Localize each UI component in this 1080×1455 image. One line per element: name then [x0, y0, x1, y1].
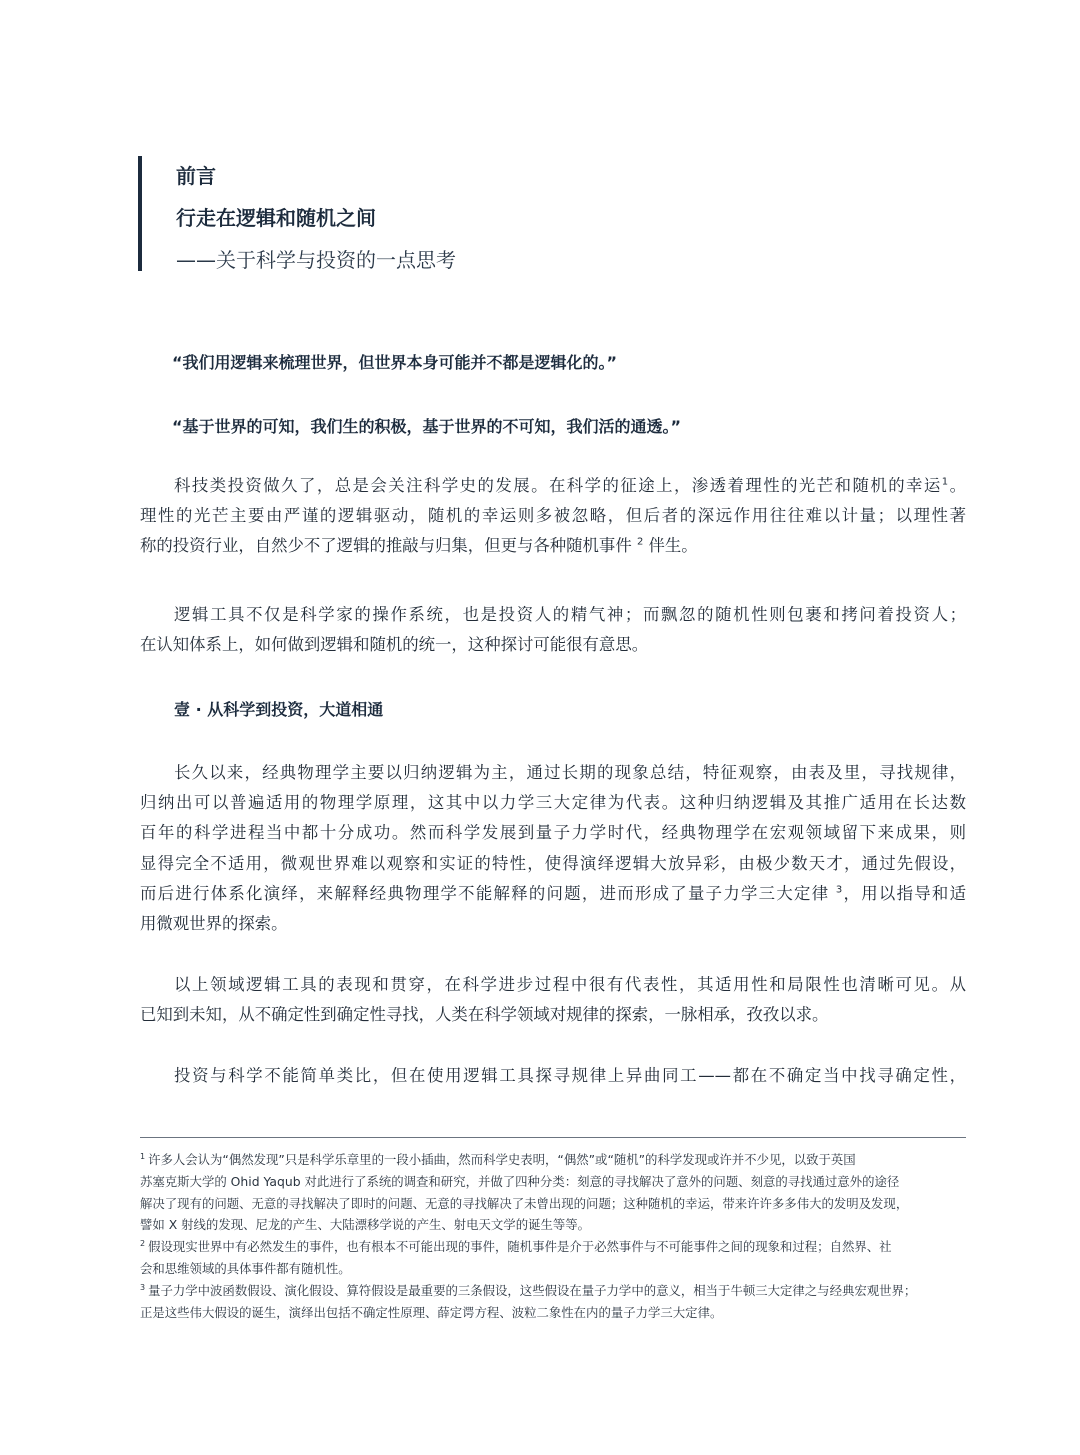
paragraph-line: 理性的光芒主要由严谨的逻辑驱动，随机的幸运则多被忽略，但后者的深远作用往往难以计量；以理性著 [140, 506, 966, 526]
paragraph-3 [140, 758, 966, 939]
paragraph-5 [140, 1061, 966, 1091]
paragraph-line: 而后进行体系化演绎，来解释经典物理学不能解释的问题，进而形成了量子力学三大定律 $^3$，用以指导和适 [140, 883, 967, 903]
title-block [138, 156, 842, 271]
paragraph-line: 以上领域逻辑工具的表现和贯穿，在科学进步过程中很有代表性，其适用性和局限性也清晰可见。从 [174, 975, 966, 994]
paragraph-line: 归纳出可以普遍适用的物理学原理，这其中以力学三大定律为代表。这种归纳逻辑及其推广适用在长达数 [140, 793, 966, 813]
paragraph-line: 已知到未知，从不确定性到确定性寻找，人类在科学领域对规律的探索，一脉相承，孜孜以求。 [140, 1005, 829, 1025]
footnote-line: 会和思维领域的具体事件都有随机性。 [140, 1260, 351, 1276]
paragraph-line: 投资与科学不能简单类比，但在使用逻辑工具探寻规律上异曲同工——都在不确定当中找寻确定性， [174, 1066, 966, 1085]
footnote-mark: 3 [140, 1282, 146, 1292]
paragraph-4 [140, 970, 966, 1030]
footnote-mark: 2 [140, 1239, 146, 1249]
footnote-3: $^3$ 量子力学中波函数假设、演化假设、算符假设是最重要的三条假设，这些假设在量子力学中的意义，相当于牛顿三大定律之与经典宏观世界； [140, 1282, 917, 1298]
section-heading: 壹 · 从科学到投资，大道相通 [174, 700, 384, 719]
paragraph-line: 在认知体系上，如何做到逻辑和随机的统一，这种探讨可能很有意思。 [140, 635, 649, 655]
footnote-mark: 1 [140, 1151, 146, 1161]
footnotes [140, 1149, 966, 1323]
footnote-ref-2[interactable]: 2 [636, 536, 644, 548]
paragraph-line: 称的投资行业，自然少不了逻辑的推敲与归集，但更与各种随机事件 $^2$ 伴生。 [140, 536, 698, 556]
paragraph-line: 长久以来，经典物理学主要以归纳逻辑为主，通过长期的现象总结，特征观察，由表及里，寻找规律， [174, 763, 966, 782]
page-subtitle: ——关于科学与投资的一点思考 [176, 248, 456, 272]
quote-2: “基于世界的可知，我们生的积极，基于世界的不可知，我们活的通透。” [172, 417, 682, 436]
footnote-ref-1[interactable]: 1 [941, 476, 949, 488]
page-title: 行走在逻辑和随机之间 [176, 206, 376, 230]
footnote-2: $^2$ 假设现实世界中有必然发生的事件，也有根本不可能出现的事件，随机事件是介于必然事件与不可能事件之间的现象和过程；自然界、社 [140, 1239, 892, 1255]
paragraph-line: 百年的科学进程当中都十分成功。然而科学发展到量子力学时代，经典物理学在宏观领域留下来成果，则 [140, 823, 966, 843]
footnote-divider [140, 1137, 966, 1138]
footnote-line: 正是这些伟大假设的诞生，演绎出包括不确定性原理、薛定谔方程、波粒二象性在内的量子力学三大定律。 [140, 1304, 723, 1320]
footnote-ref-3[interactable]: 3 [835, 884, 843, 896]
quote-1: “我们用逻辑来梳理世界，但世界本身可能并不都是逻辑化的。” [172, 353, 618, 372]
paragraph-line: 用微观世界的探索。 [140, 914, 288, 934]
footnote-line: 解决了现有的问题、无意的寻找解决了即时的问题、无意的寻找解决了未曾出现的问题；这种随机的幸运，带来许许多多伟大的发明及发现， [140, 1195, 909, 1211]
footnote-1: $^1$ 许多人会认为“偶然发现”只是科学乐章里的一段小插曲，然而科学史表明，“偶然”或“随机”的科学发现或许并不少见，以致于英国 [140, 1151, 856, 1167]
footnote-line: 譬如 X 射线的发现、尼龙的产生、大陆漂移学说的产生、射电天文学的诞生等等。 [140, 1217, 591, 1233]
footnote-line: 苏塞克斯大学的 Ohid Yaqub 对此进行了系统的调查和研究，并做了四种分类：刻意的寻找解决了意外的问题、刻意的寻找通过意外的途径 [140, 1173, 900, 1189]
paragraph-2 [140, 600, 966, 660]
paragraph-1 [140, 471, 966, 562]
paragraph-line: 显得完全不适用，微观世界难以观察和实证的特性，使得演绎逻辑大放异彩，由极少数天才，通过先假设， [140, 853, 966, 873]
paragraph-line: 科技类投资做久了，总是会关注科学史的发展。在科学的征途上，渗透着理性的光芒和随机的幸运$^1$。 [174, 476, 967, 495]
paragraph-line: 逻辑工具不仅是科学家的操作系统，也是投资人的精气神；而飘忽的随机性则包裹和拷问着投资人； [174, 605, 966, 624]
preface-label: 前言 [176, 164, 216, 188]
